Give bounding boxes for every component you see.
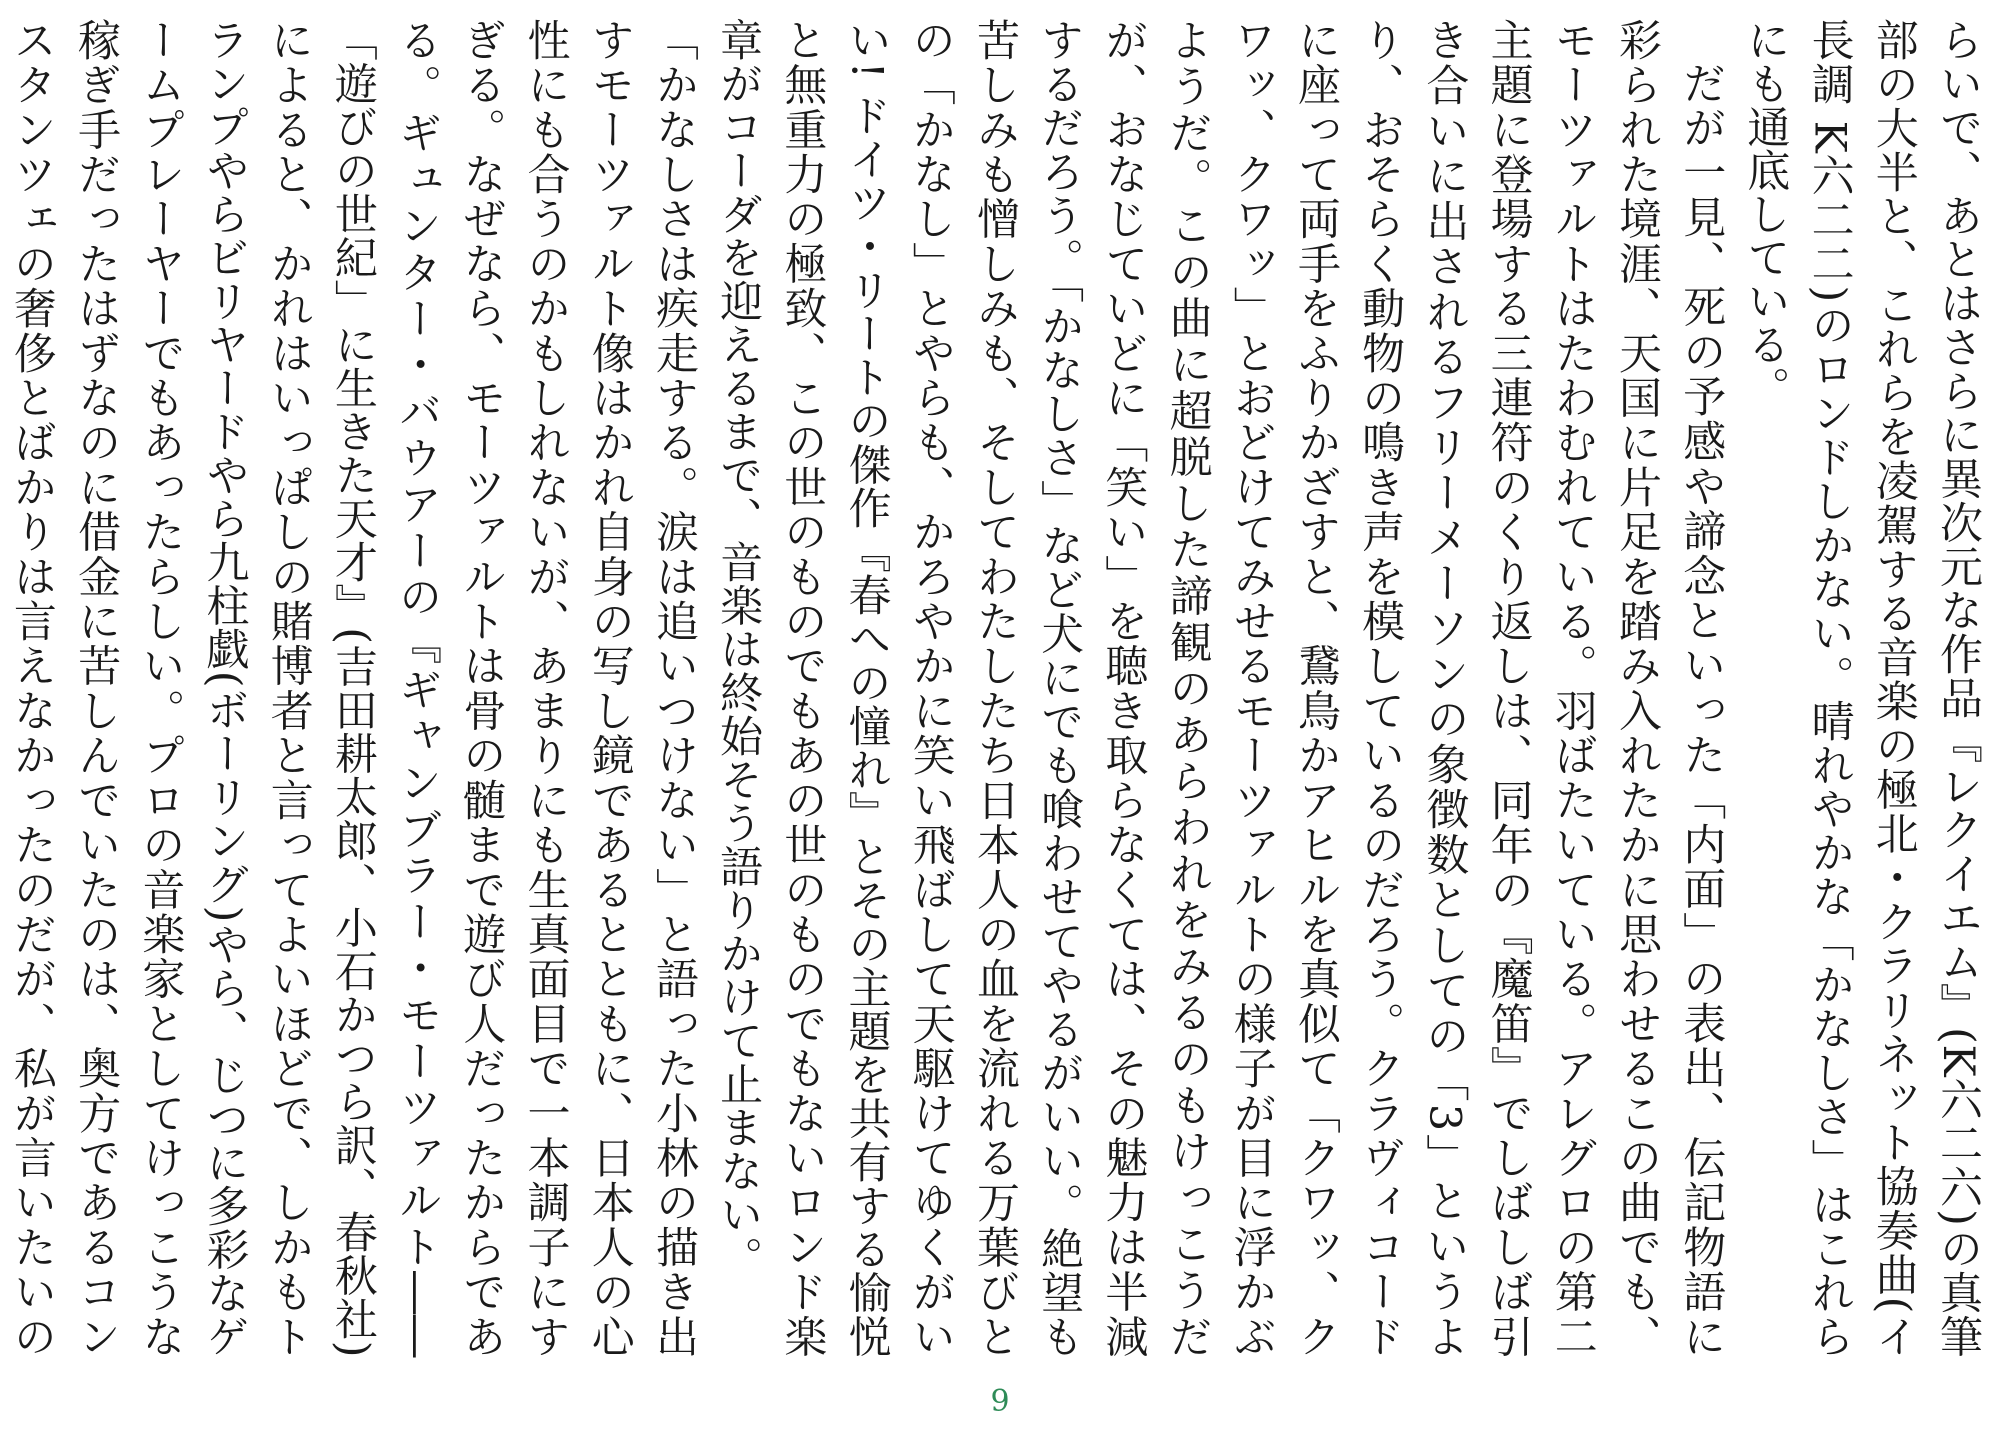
paragraph-2: だが一見、死の予感や諦念といった「内面」の表出、伝記物語に彩られた境涯、天国に片足を踏み入れたかに思わせるこの曲でも、モーツァルトはたわむれている。羽ばたいている。アレグロの第二主題に登場する三連符のくり返しは、同年の『魔笛』でしばしば引き合いに出されるフリーメーソンの象徴数としての「3」というより、おそらく動物の鳴き声を模しているのだろう。クラヴィコードに座って両手をふりかざすと、鵞鳥かアヒルを真似て「クワッ、クワッ、クワッ」とおどけてみせるモーツァルトの様子が目に浮かぶようだ。この曲に超脱した諦観のあらわれをみるのもけっこうだが、おなじていどに「笑い」を聴き取らなくては、その魅力は半減するだろう。「かなしさ」など犬にでも喰わせてやるがいい。絶望も苦しみも憎しみも、そしてわたしたち日本人の血を流れる万葉びとの「かなし」とやらも、かろやかに笑い飛ばして天駆けてゆくがいい! ドイツ・リートの傑作『春への憧れ』とその主題を共有する愉悦と無重力の極致、この世のものでもあの世のものでもないロンド楽章がコーダを迎えるまで、音楽は終始そう語りかけて止まない。 xyxy=(713,18,1727,1359)
paragraph-1: らいで、あとはさらに異次元な作品『レクイエム』(K六二六)の真筆部の大半と、これらを凌駕する音楽の極北・クラリネット協奏曲(イ長調 K六二二)のロンドしかない。晴れやかな「かなしさ」はこれらにも通底している。 xyxy=(1740,18,1983,1358)
page-number: 9 xyxy=(990,1384,1010,1419)
paragraph-3: 「かなしさは疾走する。涙は追いつけない」と語った小林の描き出すモーツァルト像はかれ自身の写し鏡であるとともに、日本人の心性にも合うのかもしれないが、あまりにも生真面目で一本調子にすぎる。なぜなら、モーツァルトは骨の髄まで遊び人だったからである。ギュンター・バウアーの『ギャンブラー・モーツァルト――「遊びの世紀」に生きた天才』(吉田耕太郎、小石かつら訳、春秋社)によると、かれはいっぱしの賭博者と言ってよいほどで、しかもトランプやらビリヤードやら九柱戯(ボーリング)やら、じつに多彩なゲームプレーヤーでもあったらしい。プロの音楽家としてけっこうな稼ぎ手だったはずなのに借金に苦しんでいたのは、奥方であるコンスタンツェの奢侈とばかりは言えなかったのだが、私が言いたいの xyxy=(6,18,699,1359)
vertical-text-body xyxy=(6,18,1990,1359)
